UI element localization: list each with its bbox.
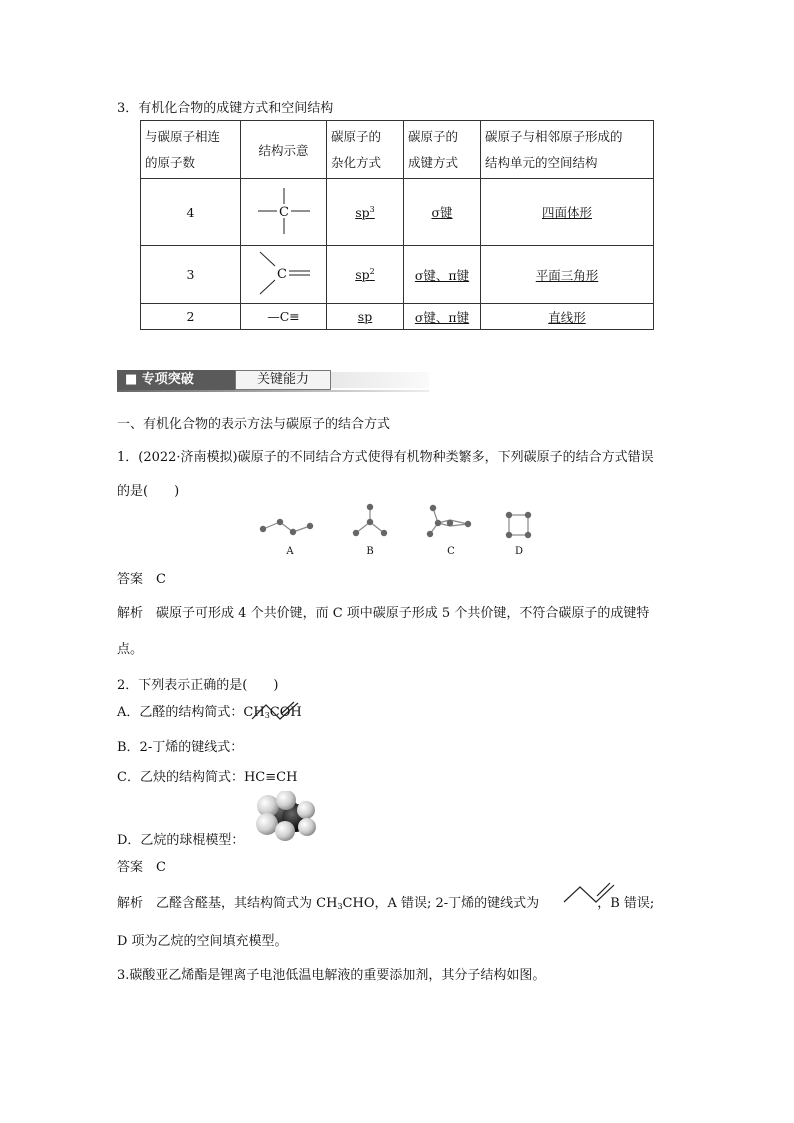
sp2-carbon-diagram (254, 248, 314, 298)
cell-count: 2 (141, 304, 241, 330)
butene-skeletal-formula-analysis (562, 880, 618, 906)
q3-stem: 3.碳酸亚乙烯酯是锂离子电池低温电解液的重要添加剂，其分子结构如图。 (117, 968, 546, 983)
q2-option-a: A．乙醛的结构简式：$CH_3COH$ (117, 705, 302, 720)
table-row (141, 179, 654, 246)
q2-answer: 答案 C (117, 860, 166, 875)
option-d-label: D (514, 546, 524, 557)
option-b-structure (353, 504, 387, 536)
cell-bond: σ键 (404, 179, 481, 246)
option-b-label: B (366, 546, 374, 557)
cell-hybridization: $sp^3$ (327, 179, 404, 246)
carbon-symbol: C (276, 267, 287, 282)
option-a-structure (260, 519, 313, 535)
cell-diagram: —C≡ (241, 304, 327, 330)
cell-bond: σ键、π键 (404, 246, 481, 304)
cell-bond: σ键、π键 (404, 304, 481, 330)
butene-skeletal-formula (250, 699, 302, 723)
q2-analysis-line2: D 项为乙烷的空间填充模型。 (117, 934, 288, 949)
header-bond-type: 碳原子的 成键方式 (404, 121, 481, 179)
q1-options-figure (250, 500, 550, 562)
carbon-symbol: C (278, 204, 289, 220)
q2-option-d: D．乙烷的球棍模型： (117, 833, 245, 848)
option-d-structure (506, 512, 531, 538)
section3-title: 3．有机化合物的成键方式和空间结构 (117, 101, 334, 116)
cell-geometry: 四面体形 (481, 179, 654, 246)
q1-analysis-line2: 点。 (117, 642, 144, 657)
table-row (141, 304, 654, 330)
cell-diagram (241, 179, 327, 246)
cell-hybridization: $sp^2$ (327, 246, 404, 304)
banner-label-light: 关键能力 (235, 370, 331, 390)
q1-stem-line1: 1．(2022·济南模拟)碳原子的不同结合方式使得有机物种类繁多，下列碳原子的结合方式错误 (117, 450, 654, 465)
cell-geometry: 直线形 (481, 304, 654, 330)
q1-answer: 答案 C (117, 572, 166, 587)
table-header-row (141, 121, 654, 179)
q2-analysis-line1: 解析 乙醛含醛基，其结构简式为 $CH_3CHO$，A 错误; 2-丁烯的键线式为 ，B 错误; (117, 896, 655, 911)
q1-analysis-line1: 解析 碳原子可形成 4 个共价键，而 C 项中碳原子形成 5 个共价键，不符合碳原子的成键特 (117, 606, 650, 621)
header-geometry: 碳原子与相邻原子形成的 结构单元的空间结构 (481, 121, 654, 179)
cell-geometry: 平面三角形 (481, 246, 654, 304)
option-c-structure (427, 505, 471, 537)
sp3-carbon-diagram (254, 186, 314, 236)
option-a-label: A (286, 546, 294, 557)
q2-option-c: C．乙炔的结构简式：HC≡CH (117, 770, 298, 785)
bonding-table (140, 120, 654, 330)
header-diagram: 结构示意 (241, 121, 327, 179)
cell-count: 4 (141, 179, 241, 246)
part1-title: 一、有机化合物的表示方法与碳原子的结合方式 (117, 417, 391, 432)
q2-stem: 2．下列表示正确的是( ) (117, 678, 279, 693)
option-c-label: C (447, 546, 455, 557)
cell-count: 3 (141, 246, 241, 304)
section-banner (117, 368, 429, 392)
q2-option-b: B．2-丁烯的键线式： (117, 740, 244, 755)
cell-hybridization: sp (327, 304, 404, 330)
table-row (141, 246, 654, 304)
q1-stem-line2: 的是( ) (117, 484, 180, 499)
header-hybridization: 碳原子的 杂化方式 (327, 121, 404, 179)
header-atom-count: 与碳原子相连 的原子数 (141, 121, 241, 179)
cell-diagram (241, 246, 327, 304)
ethane-space-filling-model (250, 791, 320, 843)
banner-label-dark: ■ 专项突破 (117, 370, 235, 390)
